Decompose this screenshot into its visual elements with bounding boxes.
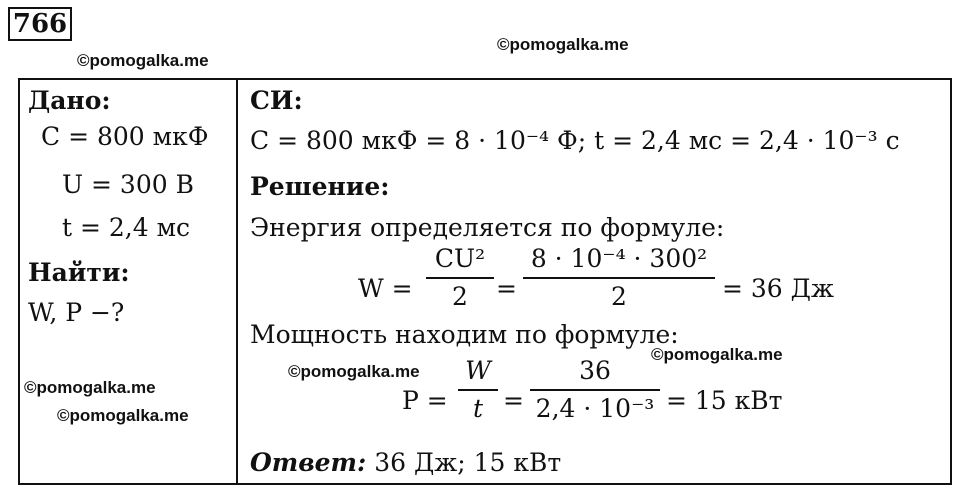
column-divider	[236, 78, 238, 485]
power-frac2-numerator: 36	[579, 356, 611, 385]
energy-lhs: W =	[358, 274, 413, 303]
energy-frac1-numerator: CU²	[434, 244, 486, 273]
solution-heading: Решение:	[250, 172, 390, 201]
power-text: Мощность находим по формуле:	[250, 320, 679, 349]
energy-frac2-denominator: 2	[611, 282, 627, 311]
power-frac1-denominator: t	[472, 394, 484, 423]
answer-value: 36 Дж; 15 кВт	[374, 448, 562, 477]
energy-text: Энергия определяется по формуле:	[250, 213, 725, 242]
watermark: ©pomogalka.me	[24, 378, 156, 397]
energy-fraction-2	[523, 244, 715, 312]
watermark: ©pomogalka.me	[57, 406, 189, 425]
energy-frac1-denominator: 2	[452, 282, 468, 311]
power-fraction-1	[458, 356, 498, 424]
given-time: t = 2,4 мс	[62, 213, 191, 242]
given-capacitance: C = 800 мкФ	[41, 122, 209, 151]
problem-number: 766	[8, 7, 72, 41]
power-equals: =	[503, 386, 524, 415]
power-frac2-denominator: 2,4 · 10⁻³	[535, 394, 655, 423]
energy-equals: =	[496, 274, 517, 303]
energy-result: = 36 Дж	[722, 274, 834, 303]
power-frac1-numerator: W	[465, 356, 491, 385]
watermark: ©pomogalka.me	[651, 345, 783, 364]
watermark: ©pomogalka.me	[288, 362, 420, 381]
watermark: ©pomogalka.me	[77, 51, 209, 70]
power-fraction-2	[530, 356, 660, 424]
energy-fraction-1	[426, 244, 494, 312]
given-voltage: U = 300 В	[62, 170, 194, 199]
energy-frac2-numerator: 8 · 10⁻⁴ · 300²	[530, 244, 708, 273]
watermark: ©pomogalka.me	[497, 35, 629, 54]
power-lhs: P =	[402, 386, 448, 415]
power-result: = 15 кВт	[666, 386, 783, 415]
si-conversion: C = 800 мкФ = 8 · 10⁻⁴ Ф; t = 2,4 мс = 2,4 · 10⁻³ с	[250, 126, 900, 155]
given-heading: Дано:	[28, 86, 111, 115]
answer-line	[250, 448, 561, 478]
answer-label: Ответ:	[250, 448, 367, 477]
find-heading: Найти:	[28, 258, 130, 287]
find-value: W, P −?	[28, 298, 125, 327]
si-heading: СИ:	[250, 86, 303, 115]
